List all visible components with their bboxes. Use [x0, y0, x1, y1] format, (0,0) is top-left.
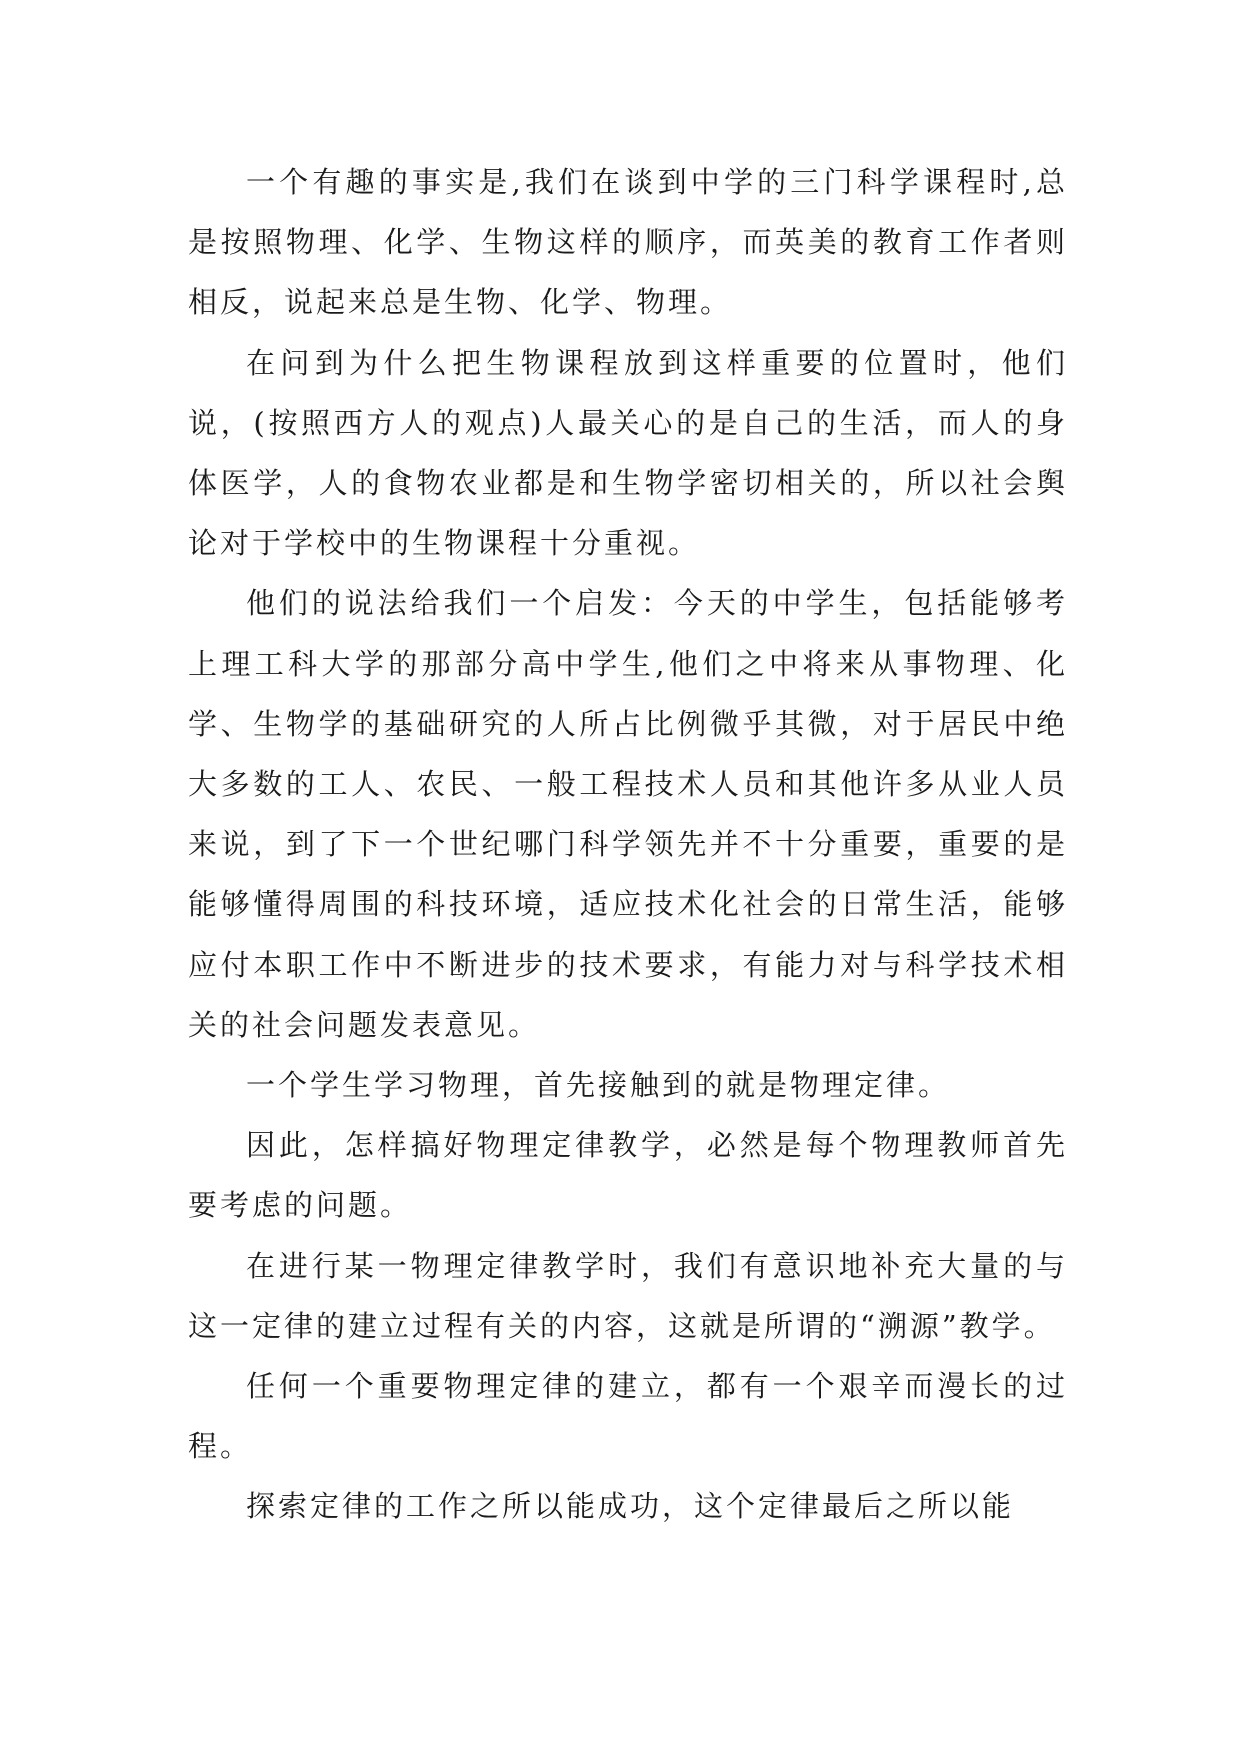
paragraph: 任何一个重要物理定律的建立，都有一个艰辛而漫长的过程。: [188, 1369, 1068, 1464]
document-body: [188, 152, 1068, 1537]
paragraph: 一个学生学习物理，首先接触到的就是物理定律。: [246, 1068, 951, 1103]
paragraph: 一个有趣的事实是,我们在谈到中学的三门科学课程时,总是按照物理、化学、生物这样的顺序，而英美的教育工作者则相反，说起来总是生物、化学、物理。: [188, 165, 1068, 320]
paragraph: 探索定律的工作之所以能成功，这个定律最后之所以能: [246, 1489, 1015, 1524]
paragraph: 在问到为什么把生物课程放到这样重要的位置时，他们说，(按照西方人的观点)人最关心的是自己的生活，而人的身体医学，人的食物农业都是和生物学密切相关的，所以社会舆论对于学校中的生物课程十分重视。: [188, 345, 1068, 561]
paragraph: 在进行某一物理定律教学时，我们有意识地补充大量的与这一定律的建立过程有关的内容，这就是所谓的“溯源”教学。: [188, 1248, 1068, 1343]
paragraph: 他们的说法给我们一个启发：今天的中学生，包括能够考上理工科大学的那部分高中学生,他们之中将来从事物理、化学、生物学的基础研究的人所占比例微乎其微，对于居民中绝大多数的工人、农民、一般工程技术人员和其他许多从业人员来说，到了下一个世纪哪门科学领先并不十分重要，重要的是能够懂得周围的科技环境，适应技术化社会的日常生活，能够应付本职工作中不断进步的技术要求，有能力对与科学技术相关的社会问题发表意见。: [188, 586, 1068, 1042]
paragraph: 因此，怎样搞好物理定律教学，必然是每个物理教师首先要考虑的问题。: [188, 1128, 1068, 1223]
